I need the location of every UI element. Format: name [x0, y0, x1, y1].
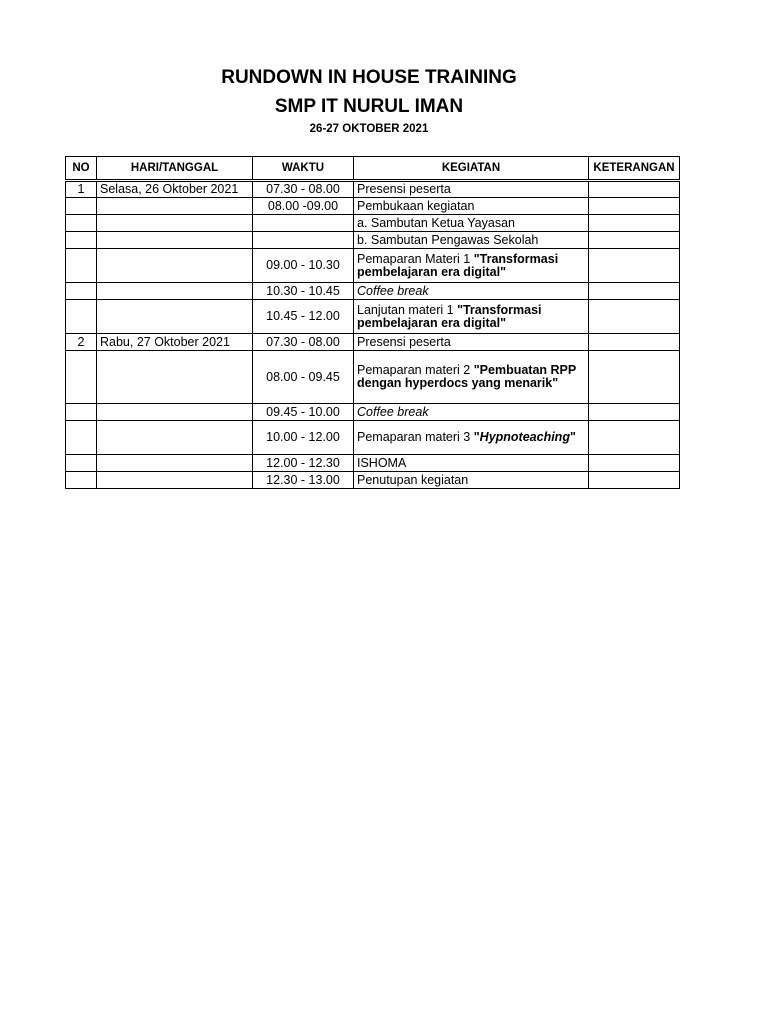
cell-hari — [97, 232, 253, 249]
school-name: SMP IT NURUL IMAN — [274, 96, 464, 117]
table-row — [66, 215, 680, 232]
cell-no: 2 — [66, 334, 97, 351]
cell-waktu: 12.30 - 13.00 — [253, 472, 354, 489]
cell-waktu: 12.00 - 12.30 — [253, 455, 354, 472]
cell-kegiatan — [354, 421, 589, 455]
table-row — [66, 300, 680, 334]
cell-no — [66, 283, 97, 300]
cell-no — [66, 421, 97, 455]
cell-no — [66, 472, 97, 489]
kegiatan-text: Pemaparan Materi 1 — [357, 251, 474, 266]
table-row — [66, 455, 680, 472]
cell-no — [66, 300, 97, 334]
cell-waktu: 08.00 - 09.45 — [253, 351, 354, 404]
cell-waktu: 07.30 - 08.00 — [253, 334, 354, 351]
document-title: RUNDOWN IN HOUSE TRAINING — [221, 67, 517, 88]
cell-keterangan — [589, 351, 680, 404]
materi-title: "Transformasi pembelajaran era digital" — [357, 302, 542, 330]
cell-keterangan — [589, 404, 680, 421]
cell-hari — [97, 300, 253, 334]
column-header-hari-tanggal: HARI/TANGGAL — [97, 157, 253, 181]
cell-kegiatan: Coffee break — [354, 404, 589, 421]
cell-no — [66, 404, 97, 421]
table-row — [66, 472, 680, 489]
cell-keterangan — [589, 232, 680, 249]
cell-hari — [97, 283, 253, 300]
cell-waktu: 08.00 -09.00 — [253, 198, 354, 215]
rundown-table — [65, 156, 680, 489]
cell-hari — [97, 249, 253, 283]
cell-keterangan — [589, 300, 680, 334]
cell-keterangan — [589, 455, 680, 472]
cell-waktu: 09.00 - 10.30 — [253, 249, 354, 283]
materi-title: "Transformasi pembelajaran era digital" — [357, 251, 559, 279]
cell-kegiatan — [354, 249, 589, 283]
materi-title: "Pembuatan RPP dengan hyperdocs yang menarik" — [357, 363, 576, 390]
cell-kegiatan: ISHOMA — [354, 455, 589, 472]
cell-keterangan — [589, 334, 680, 351]
cell-kegiatan: Coffee break — [354, 283, 589, 300]
cell-waktu — [253, 232, 354, 249]
kegiatan-text: Pemaparan materi 2 — [357, 363, 474, 377]
cell-kegiatan: b. Sambutan Pengawas Sekolah — [354, 232, 589, 249]
cell-hari — [97, 404, 253, 421]
table-header-row — [66, 157, 680, 181]
cell-waktu: 10.30 - 10.45 — [253, 283, 354, 300]
cell-no — [66, 232, 97, 249]
materi-title: Hypnoteaching — [479, 430, 570, 444]
cell-waktu: 10.00 - 12.00 — [253, 421, 354, 455]
cell-keterangan — [589, 215, 680, 232]
cell-hari — [97, 455, 253, 472]
column-header-kegiatan: KEGIATAN — [354, 157, 589, 181]
cell-kegiatan — [354, 351, 589, 404]
table-row — [66, 198, 680, 215]
cell-hari — [97, 421, 253, 455]
cell-no — [66, 215, 97, 232]
cell-no: 1 — [66, 181, 97, 198]
cell-no — [66, 455, 97, 472]
table-row — [66, 283, 680, 300]
cell-waktu: 10.45 - 12.00 — [253, 300, 354, 334]
cell-waktu: 09.45 - 10.00 — [253, 404, 354, 421]
cell-hari — [97, 198, 253, 215]
cell-kegiatan: Penutupan kegiatan — [354, 472, 589, 489]
column-header-keterangan: KETERANGAN — [589, 157, 680, 181]
quote-open: " — [473, 430, 480, 444]
date-range: 26-27 OKTOBER 2021 — [309, 123, 429, 135]
cell-kegiatan: Presensi peserta — [354, 181, 589, 198]
cell-no — [66, 351, 97, 404]
table-row — [66, 351, 680, 404]
table-row — [66, 232, 680, 249]
cell-keterangan — [589, 181, 680, 198]
quote-close: " — [569, 430, 576, 444]
cell-keterangan — [589, 421, 680, 455]
column-header-no: NO — [66, 157, 97, 181]
column-header-waktu: WAKTU — [253, 157, 354, 181]
cell-no — [66, 249, 97, 283]
table-row — [66, 334, 680, 351]
table-row — [66, 249, 680, 283]
table-row — [66, 404, 680, 421]
cell-keterangan — [589, 198, 680, 215]
kegiatan-text: Lanjutan materi 1 — [357, 302, 458, 317]
table-row — [66, 181, 680, 198]
cell-kegiatan: Presensi peserta — [354, 334, 589, 351]
cell-hari — [97, 215, 253, 232]
cell-hari: Selasa, 26 Oktober 2021 — [97, 181, 253, 198]
cell-kegiatan: a. Sambutan Ketua Yayasan — [354, 215, 589, 232]
cell-no — [66, 198, 97, 215]
cell-kegiatan: Pembukaan kegiatan — [354, 198, 589, 215]
cell-keterangan — [589, 472, 680, 489]
table-row — [66, 421, 680, 455]
cell-keterangan — [589, 249, 680, 283]
cell-hari: Rabu, 27 Oktober 2021 — [97, 334, 253, 351]
cell-hari — [97, 351, 253, 404]
cell-hari — [97, 472, 253, 489]
cell-keterangan — [589, 283, 680, 300]
kegiatan-text: Pemaparan materi 3 — [357, 430, 474, 444]
cell-waktu: 07.30 - 08.00 — [253, 181, 354, 198]
cell-kegiatan — [354, 300, 589, 334]
cell-waktu — [253, 215, 354, 232]
